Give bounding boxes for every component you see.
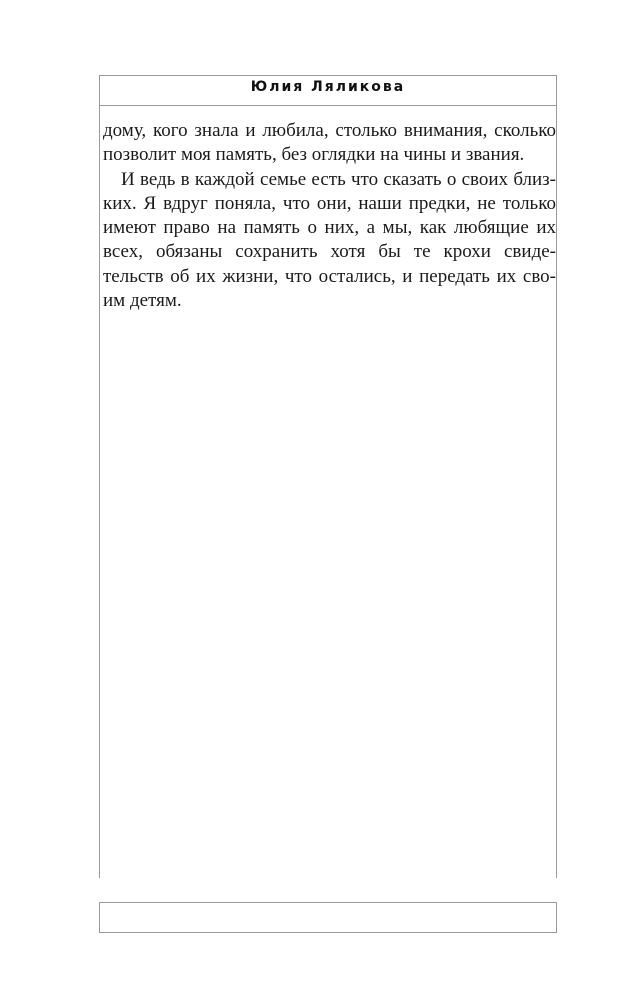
text-line: тельств об их жизни, что остались, и передать их сво- [103,265,556,287]
text-line: дому, кого знала и любила, столько внимания, сколько [103,120,556,141]
paragraph-first-line: И ведь в каждой семье есть что сказать о своих близ- [121,168,556,190]
page-body-text [103,119,556,313]
text-line: им детям. [103,290,182,312]
running-head-author: Юлия Ляликова [250,79,406,95]
text-line: всех, обязаны сохранить хотя бы те крохи свиде- [103,241,556,263]
text-line: ких. Я вдруг поняла, что они, наши предки, не только [103,192,556,214]
text-line: позволит моя память, без оглядки на чины и звания. [103,144,525,166]
running-head-frame [99,75,557,106]
text-line: имеют право на память о них, а мы, как любящие их [103,217,556,239]
footer-frame [99,902,557,933]
